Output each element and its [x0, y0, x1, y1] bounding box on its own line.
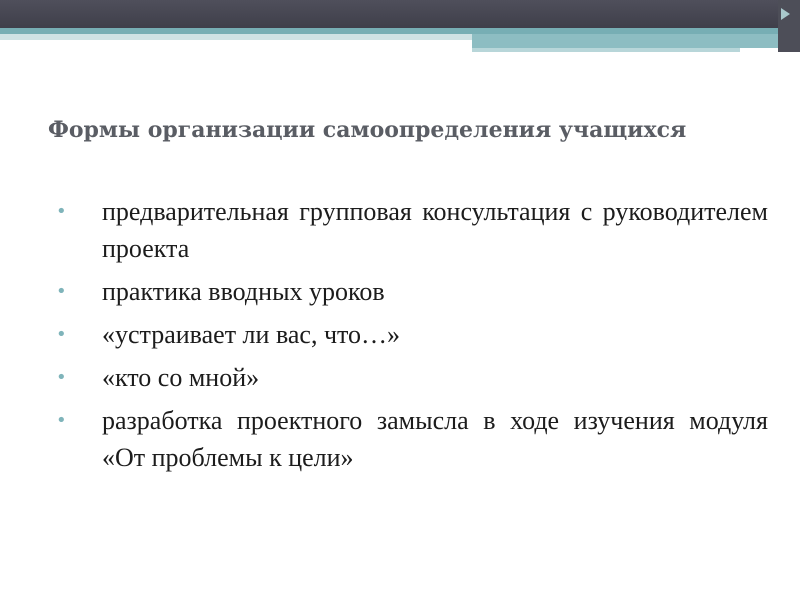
header-band-teal-accent [472, 34, 800, 48]
list-item [52, 359, 768, 396]
header-band-dark [0, 0, 778, 28]
list-item [52, 316, 768, 353]
list-item-text: «устраивает ли вас, что…» [102, 320, 401, 349]
play-triangle-icon [781, 8, 790, 20]
bullet-icon: • [56, 324, 67, 345]
list-item-text: «кто со мной» [102, 363, 260, 392]
bullet-icon: • [56, 281, 67, 302]
header-band-stripe [472, 48, 740, 52]
list-item-text: практика вводных уроков [102, 277, 385, 306]
list-item [52, 193, 768, 267]
list-item-text: предварительная групповая консультация с руководителем проекта [102, 197, 768, 263]
header-band-light [0, 34, 472, 40]
bullet-list [52, 193, 768, 482]
list-item [52, 273, 768, 310]
bullet-icon: • [56, 201, 67, 222]
list-item [52, 402, 768, 476]
bullet-icon: • [56, 367, 67, 388]
list-item-text: разработка проектного замысла в ходе изучения модуля «От проблемы к цели» [102, 406, 768, 472]
slide-title: Формы организации самоопределения учащихся [48, 117, 687, 143]
bullet-icon: • [56, 410, 67, 431]
